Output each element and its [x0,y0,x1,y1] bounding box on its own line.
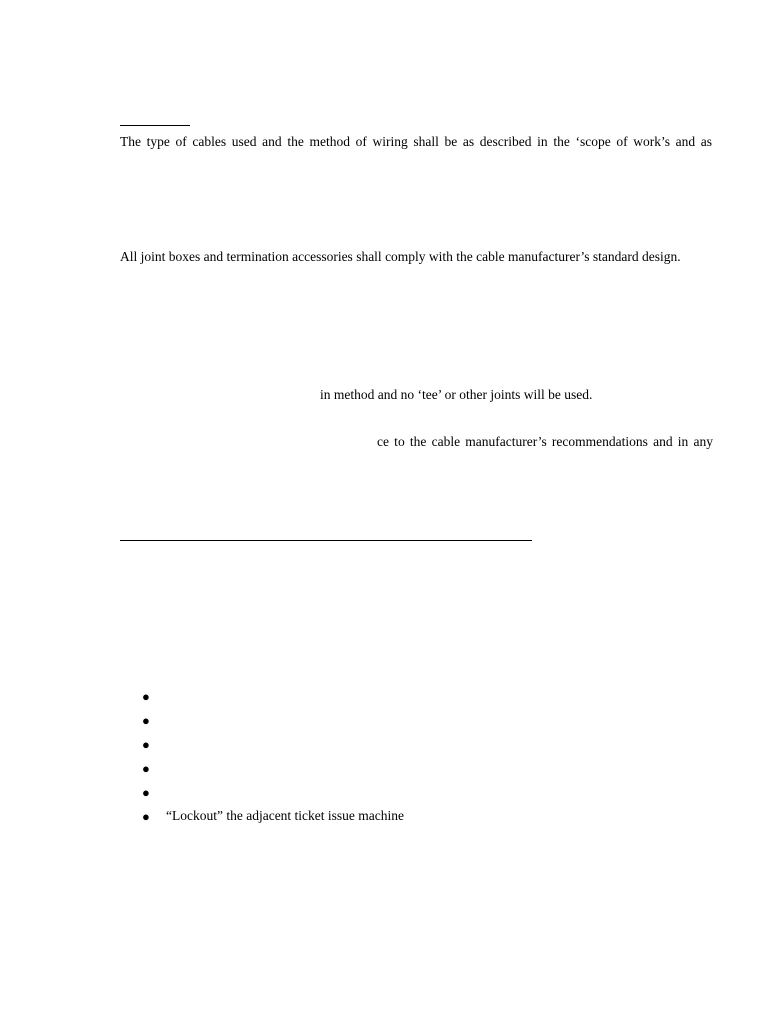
paragraph-manufacturer-recommendations-text: ce to the cable manufacturer’s recommendations and in any [377,434,713,449]
list-item-text: “Lockout” the adjacent ticket issue machine [166,808,405,823]
paragraph-no-tee-joints-text: in method and no ‘tee’ or other joints will be used. [320,387,593,402]
bullet-icon: ● [142,737,150,752]
bullet-icon: ● [142,689,150,704]
section-divider-line [120,540,532,541]
bullet-icon: ● [142,809,150,824]
paragraph-joint-boxes [120,249,681,265]
bullet-icon: ● [142,713,150,728]
paragraph-cable-types-text: The type of cables used and the method of wiring shall be as described in the ‘scope of work’s and as [120,134,712,149]
paragraph-manufacturer-recommendations [377,434,713,450]
paragraph-no-tee-joints [320,387,592,403]
paragraph-cable-types [120,134,712,150]
bullet-icon: ● [142,761,150,776]
bullet-icon: ● [142,785,150,800]
paragraph-joint-boxes-text: All joint boxes and termination accessories shall comply with the cable manufacturer’s standard design. [120,249,681,264]
heading-underline [120,125,190,126]
